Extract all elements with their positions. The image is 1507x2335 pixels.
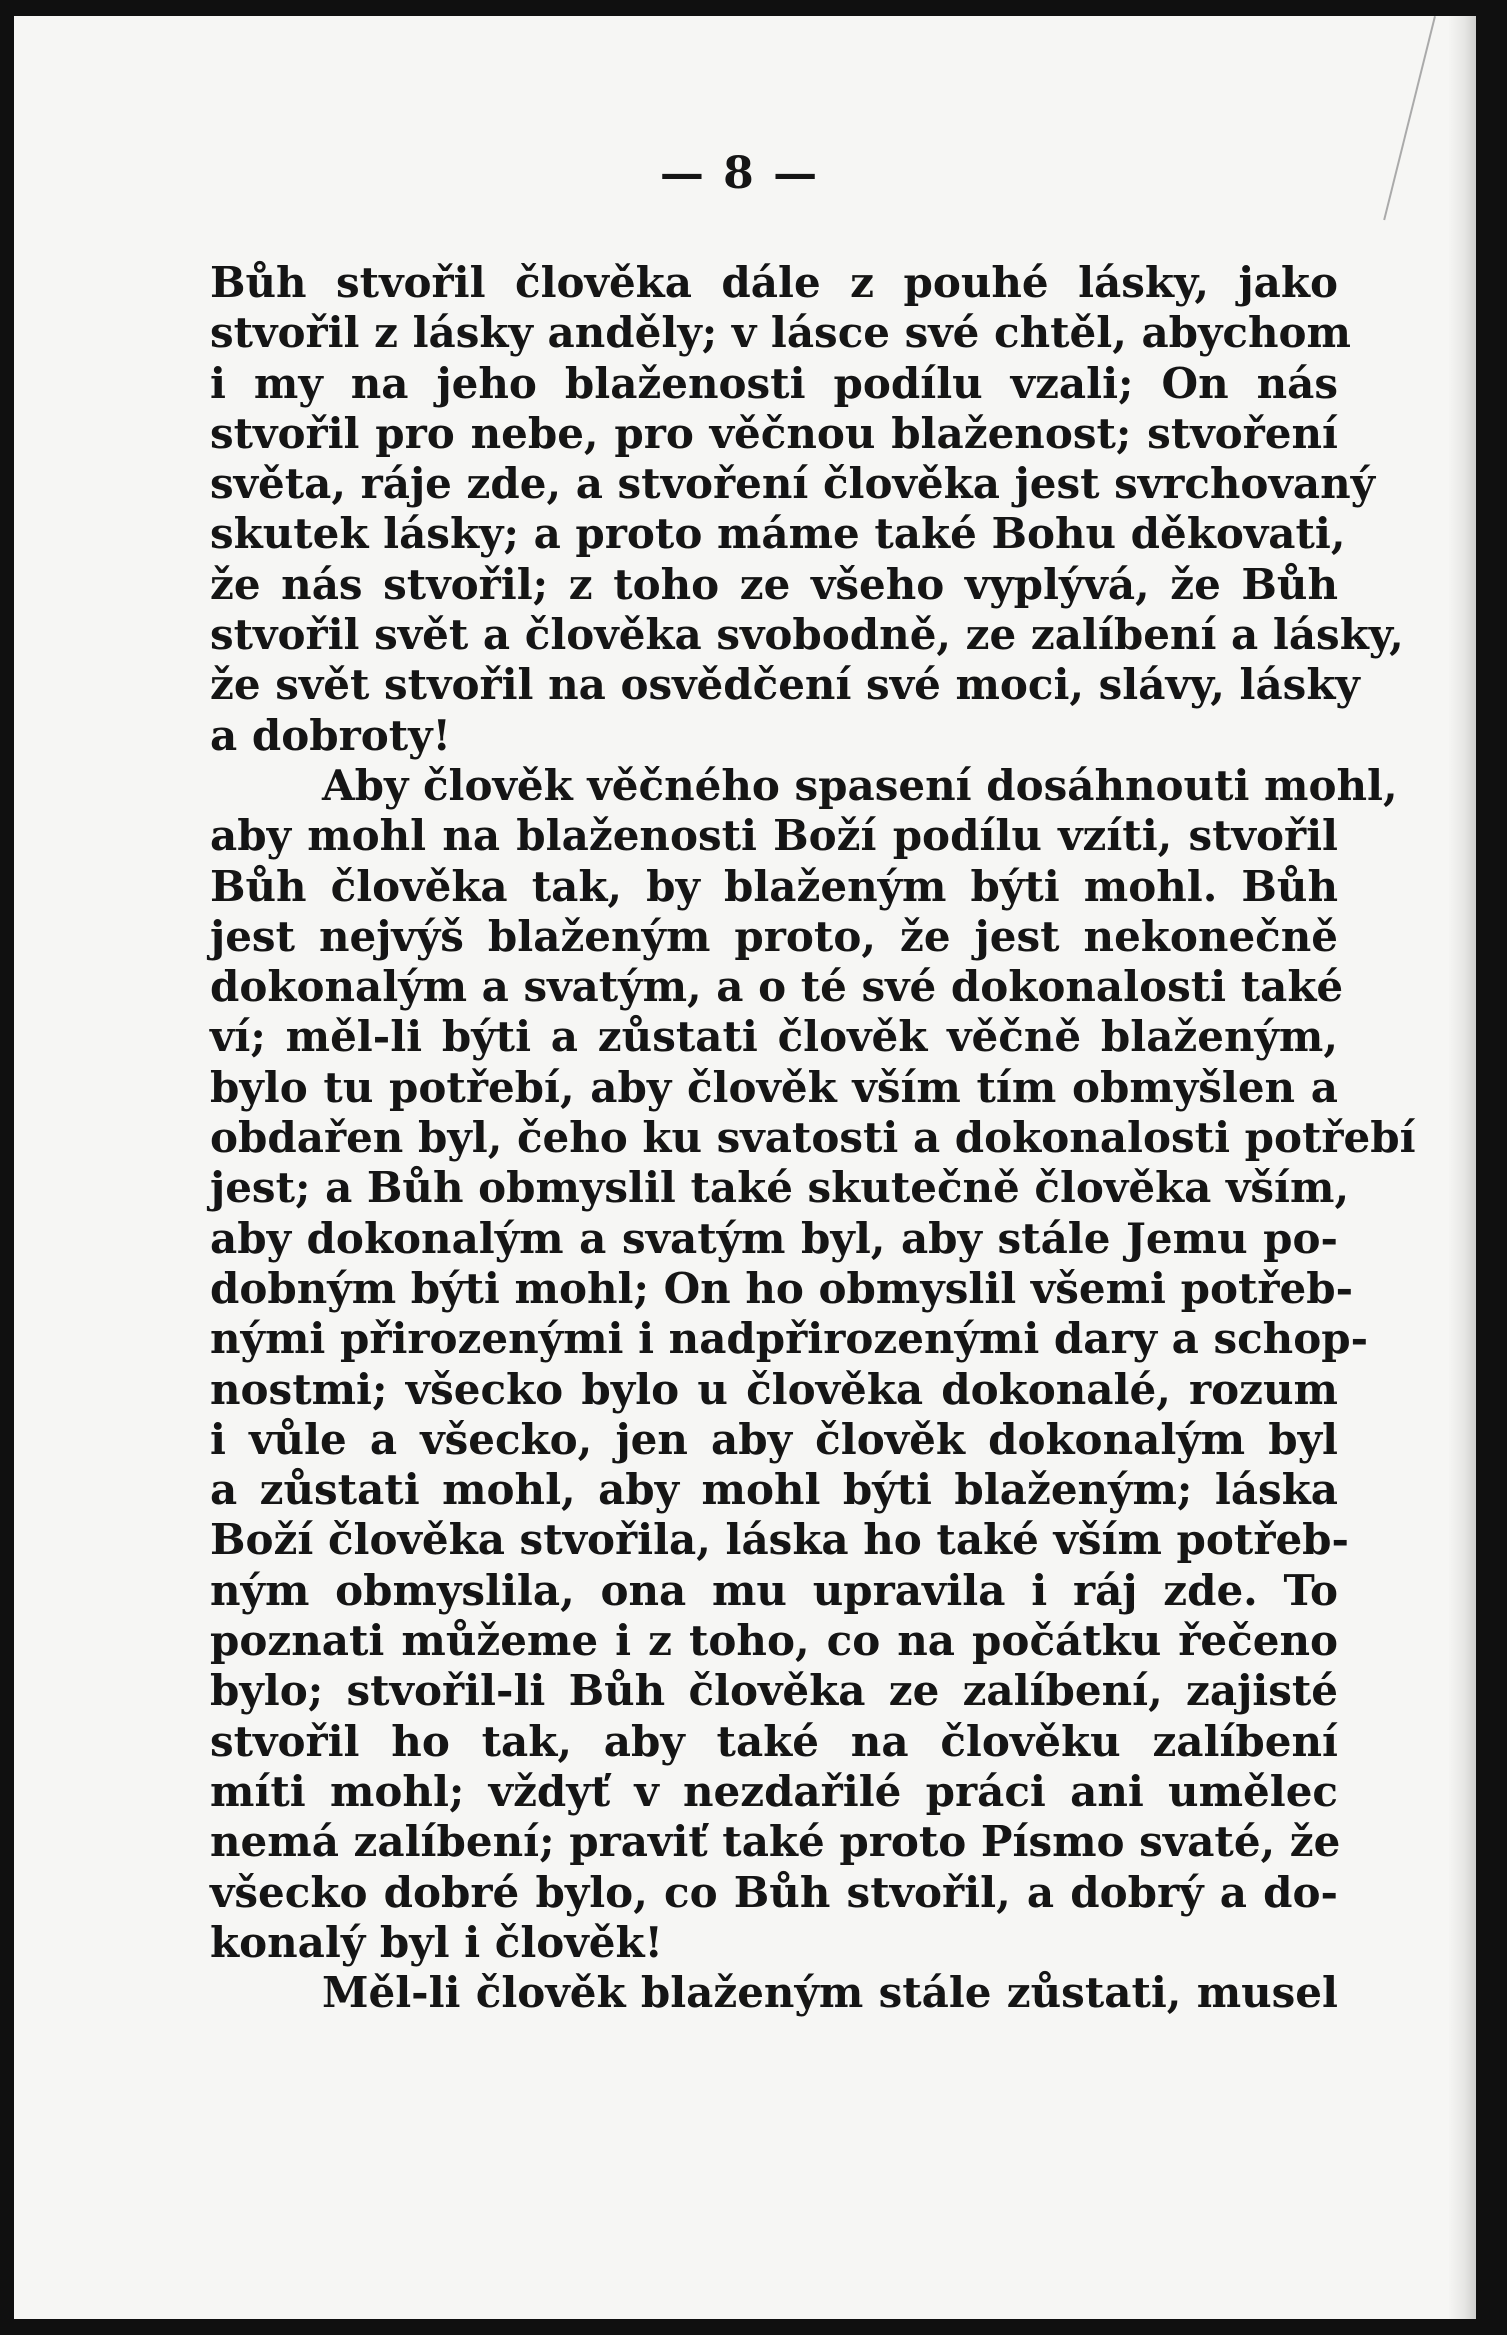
text-line: a dobroty! xyxy=(210,710,451,760)
text-line: bylo tu potřebí, aby člověk vším tím obmyšlen a xyxy=(210,1062,1338,1112)
text-line: Měl-li člověk blaženým stále zůstati, musel xyxy=(322,1968,1338,2018)
text-line: stvořil pro nebe, pro věčnou blaženost; stvoření xyxy=(210,408,1338,458)
text-line: dokonalým a svatým, a o té své dokonalosti také xyxy=(210,962,1344,1012)
text-line: ví; měl-li býti a zůstati člověk věčně blaženým, xyxy=(210,1012,1338,1062)
body-text xyxy=(210,258,1416,2018)
text-line: i my na jeho blaženosti podílu vzali; On nás xyxy=(210,358,1338,408)
text-line: ným obmyslila, ona mu upravila i ráj zde. To xyxy=(210,1565,1338,1615)
text-line: stvořil ho tak, aby také na člověku zalíbení xyxy=(210,1716,1338,1766)
text-line: Bůh člověka tak, by blaženým býti mohl. Bůh xyxy=(210,861,1338,911)
text-line: aby dokonalým a svatým byl, aby stále Jemu po- xyxy=(210,1213,1338,1263)
text-line: obdařen byl, čeho ku svatosti a dokonalosti potřebí xyxy=(210,1113,1416,1163)
page-spine-shadow xyxy=(1448,16,1476,2319)
text-line: míti mohl; vždyť v nezdařilé práci ani umělec xyxy=(210,1766,1338,1816)
text-line: konalý byl i člověk! xyxy=(210,1917,663,1967)
text-line: jest; a Bůh obmyslil také skutečně člověka vším, xyxy=(210,1163,1350,1213)
text-line: že nás stvořil; z toho ze všeho vyplývá, že Bůh xyxy=(210,559,1338,609)
text-line: nými přirozenými i nadpřirozenými dary a schop- xyxy=(210,1314,1369,1364)
text-line: dobným býti mohl; On ho obmyslil všemi potřeb- xyxy=(210,1263,1354,1313)
page-number: — 8 — xyxy=(659,148,820,199)
text-line: a zůstati mohl, aby mohl býti blaženým; láska xyxy=(210,1465,1338,1515)
text-line: Aby člověk věčného spasení dosáhnouti mohl, xyxy=(322,760,1398,810)
text-line: i vůle a všecko, jen aby člověk dokonalým byl xyxy=(210,1414,1338,1464)
text-line: stvořil z lásky anděly; v lásce své chtěl, abychom xyxy=(210,308,1351,358)
text-line: skutek lásky; a proto máme také Bohu děkovati, xyxy=(210,509,1346,559)
text-line: nemá zalíbení; praviť také proto Písmo svaté, že xyxy=(210,1817,1341,1867)
text-line: světa, ráje zde, a stvoření člověka jest svrchovaný xyxy=(210,459,1376,509)
text-line: všecko dobré bylo, co Bůh stvořil, a dobrý a do- xyxy=(210,1867,1338,1917)
text-line: bylo; stvořil-li Bůh člověka ze zalíbení, zajisté xyxy=(210,1666,1338,1716)
text-line: poznati můžeme i z toho, co na počátku řečeno xyxy=(210,1616,1338,1666)
text-line: Boží člověka stvořila, láska ho také vším potřeb- xyxy=(210,1515,1349,1565)
text-line: stvořil svět a člověka svobodně, ze zalíbení a lásky, xyxy=(210,610,1404,660)
text-line: že svět stvořil na osvědčení své moci, slávy, lásky xyxy=(210,660,1360,710)
text-line: aby mohl na blaženosti Boží podílu vzíti, stvořil xyxy=(210,811,1338,861)
text-line: jest nejvýš blaženým proto, že jest nekonečně xyxy=(210,911,1338,961)
text-line: nostmi; všecko bylo u člověka dokonalé, rozum xyxy=(210,1364,1338,1414)
text-line: Bůh stvořil člověka dále z pouhé lásky, jako xyxy=(210,258,1338,307)
